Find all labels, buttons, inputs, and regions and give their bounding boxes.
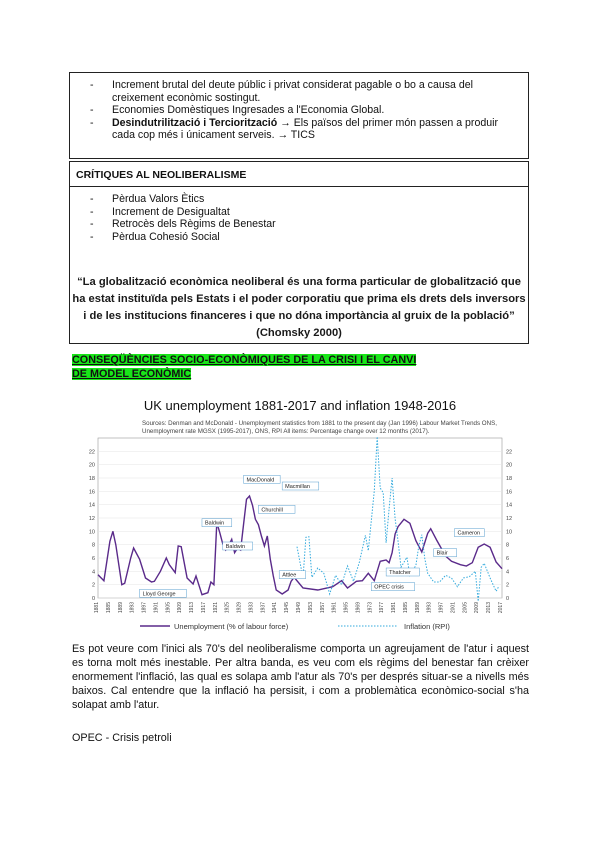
list-item: - Pèrdua Valors Ètics bbox=[70, 193, 528, 206]
annotation-label: Thatcher bbox=[389, 570, 411, 576]
critiques-heading: CRÍTIQUES AL NEOLIBERALISME bbox=[70, 162, 528, 187]
chart-source: Sources: Denman and McDonald - Unemployment statistics from 1881 to the present day (Jan 1996) Labour Market Trends ONS, Unemployment rate MGSX (1995-2017), ONS, RPI All items: Percentage change over 12 months (2017). bbox=[142, 420, 497, 435]
x-tick-label: 1989 bbox=[414, 602, 421, 614]
quote-source: (Chomsky 2000) bbox=[256, 327, 342, 339]
y-tick-label-left: 0 bbox=[91, 596, 95, 602]
critiques-box bbox=[69, 161, 529, 344]
y-tick-label-left: 22 bbox=[88, 449, 95, 456]
unemployment-line bbox=[98, 496, 502, 598]
inflation-line bbox=[297, 437, 499, 602]
x-tick-label: 1913 bbox=[189, 602, 196, 614]
x-tick-label: 1961 bbox=[331, 602, 338, 614]
x-tick-label: 1901 bbox=[153, 602, 160, 614]
x-tick-label: 1889 bbox=[117, 602, 124, 614]
y-tick-label-left: 2 bbox=[91, 582, 95, 589]
x-tick-label: 2001 bbox=[450, 602, 457, 614]
x-tick-label: 1997 bbox=[438, 602, 445, 614]
annotation-label: Churchill bbox=[261, 507, 283, 514]
y-tick-label-right: 18 bbox=[506, 476, 513, 482]
x-tick-label: 1881 bbox=[94, 602, 100, 614]
x-tick-label: 1933 bbox=[248, 602, 255, 614]
legend-label-inflation: Inflation (RPI) bbox=[404, 622, 450, 631]
chomsky-quote bbox=[70, 274, 528, 342]
x-tick-label: 1917 bbox=[200, 602, 207, 614]
y-tick-label-right: 4 bbox=[506, 569, 510, 576]
y-tick-label-right: 0 bbox=[506, 596, 510, 602]
x-tick-label: 2005 bbox=[462, 602, 469, 614]
measures-box bbox=[69, 72, 529, 159]
list-item: - Increment de Desigualtat bbox=[70, 206, 528, 219]
annotation-label: Lloyd George bbox=[142, 591, 176, 598]
legend-label-unemployment: Unemployment (% of labour force) bbox=[174, 622, 289, 631]
y-tick-label-left: 20 bbox=[88, 462, 95, 469]
x-tick-label: 1993 bbox=[426, 602, 433, 614]
annotation-label: Macmillan bbox=[285, 484, 310, 490]
x-tick-label: 2013 bbox=[486, 602, 493, 614]
x-tick-label: 1941 bbox=[272, 602, 279, 614]
y-tick-label-right: 2 bbox=[506, 582, 510, 589]
x-tick-label: 1985 bbox=[402, 602, 409, 614]
x-tick-label: 1905 bbox=[165, 602, 172, 614]
y-tick-label-right: 14 bbox=[506, 502, 513, 509]
annotation-label: OPEC crisis bbox=[374, 584, 404, 591]
y-tick-label-left: 16 bbox=[88, 489, 95, 496]
list-item: - Economies Domèstiques Ingresades a l'Economia Global. bbox=[70, 104, 520, 117]
y-tick-label-left: 10 bbox=[88, 529, 95, 536]
critiques-list bbox=[70, 193, 528, 243]
x-tick-label: 2017 bbox=[498, 602, 504, 614]
x-tick-label: 1925 bbox=[224, 602, 231, 614]
x-tick-label: 1929 bbox=[236, 602, 243, 614]
y-tick-label-left: 14 bbox=[88, 502, 95, 509]
x-tick-label: 1909 bbox=[177, 602, 184, 614]
annotation-label: Blair bbox=[436, 550, 448, 557]
x-tick-label: 1937 bbox=[260, 602, 267, 614]
x-tick-label: 1945 bbox=[284, 602, 291, 614]
y-tick-label-left: 6 bbox=[91, 556, 95, 562]
annotation-label: Attlee bbox=[282, 572, 297, 579]
annotation-label: Baldwin bbox=[204, 520, 225, 527]
list-item: - Pèrdua Cohesió Social bbox=[70, 231, 528, 244]
list-item: - Desindutrilització i Terciorització → Els països del primer món passen a produir cada cop més i únicament serveis. → TICS bbox=[70, 117, 520, 142]
annotation-label: Cameron bbox=[457, 530, 481, 537]
x-tick-label: 1921 bbox=[212, 602, 219, 614]
bold-term: Desindutrilització i Terciorització bbox=[112, 116, 278, 129]
x-tick-label: 1981 bbox=[391, 602, 398, 614]
y-tick-label-left: 18 bbox=[88, 476, 95, 482]
y-tick-label-right: 16 bbox=[506, 489, 513, 496]
x-tick-label: 1957 bbox=[319, 602, 326, 614]
opec-note: OPEC - Crisis petroli bbox=[72, 732, 172, 744]
list-item: - Increment brutal del deute públic i privat considerat pagable o bo a causa del creixement econòmic sostingut. bbox=[70, 79, 520, 104]
y-tick-label-right: 8 bbox=[506, 542, 510, 549]
annotation-label: Baldwin bbox=[225, 544, 246, 550]
x-tick-label: 1949 bbox=[296, 602, 302, 614]
x-tick-label: 1893 bbox=[129, 602, 136, 614]
annotation-label: MacDonald bbox=[246, 477, 275, 484]
x-tick-label: 1953 bbox=[307, 602, 314, 614]
measures-list bbox=[70, 79, 520, 142]
y-tick-label-right: 22 bbox=[506, 449, 513, 456]
x-tick-label: 1977 bbox=[379, 602, 386, 614]
y-tick-label-left: 12 bbox=[88, 516, 95, 522]
y-tick-label-right: 6 bbox=[506, 556, 510, 562]
x-tick-label: 1973 bbox=[367, 602, 374, 614]
x-tick-label: 1897 bbox=[141, 602, 148, 614]
quote-text: “La globalització econòmica neoliberal és una forma particular de globalització que ha estat instituïda pels Estats i el poder corporatiu que prima els drets dels inversors i de les institucions financeres i que no dóna importància al gruix de la població” bbox=[72, 276, 526, 322]
x-tick-label: 2009 bbox=[474, 602, 481, 614]
list-item: - Retrocès dels Règims de Benestar bbox=[70, 218, 528, 231]
chart-title: UK unemployment 1881-2017 and inflation 1948-2016 bbox=[143, 398, 457, 413]
x-tick-label: 1885 bbox=[105, 602, 112, 614]
y-tick-label-left: 4 bbox=[91, 569, 95, 576]
x-tick-label: 1965 bbox=[343, 602, 350, 614]
y-tick-label-right: 10 bbox=[506, 529, 513, 536]
y-tick-label-right: 20 bbox=[506, 462, 513, 469]
unemployment-inflation-chart bbox=[80, 398, 520, 638]
section-heading: CONSEQÜÈNCIES SOCIO-ECONÒMIQUES DE LA CRISI I EL CANVI DE MODEL ECONÒMIC bbox=[72, 354, 417, 380]
body-paragraph: Es pot veure com l'inici als 70's del neoliberalisme comporta un agreujament de l'atur i aquest es torna molt més inestable. Per altra banda, es veu com els règims del benestar fan crèixer enormement l'inflació, las qual es solapa amb l'atur als 70's per després situar-se a nivells més baixos. Cal entendre que la inflació ha persisit, i com a problemàtica econòmico-social s'ha solapat amb l'atur. bbox=[72, 643, 529, 712]
y-tick-label-right: 12 bbox=[506, 516, 513, 522]
x-tick-label: 1969 bbox=[355, 602, 362, 614]
y-tick-label-left: 8 bbox=[91, 542, 95, 549]
